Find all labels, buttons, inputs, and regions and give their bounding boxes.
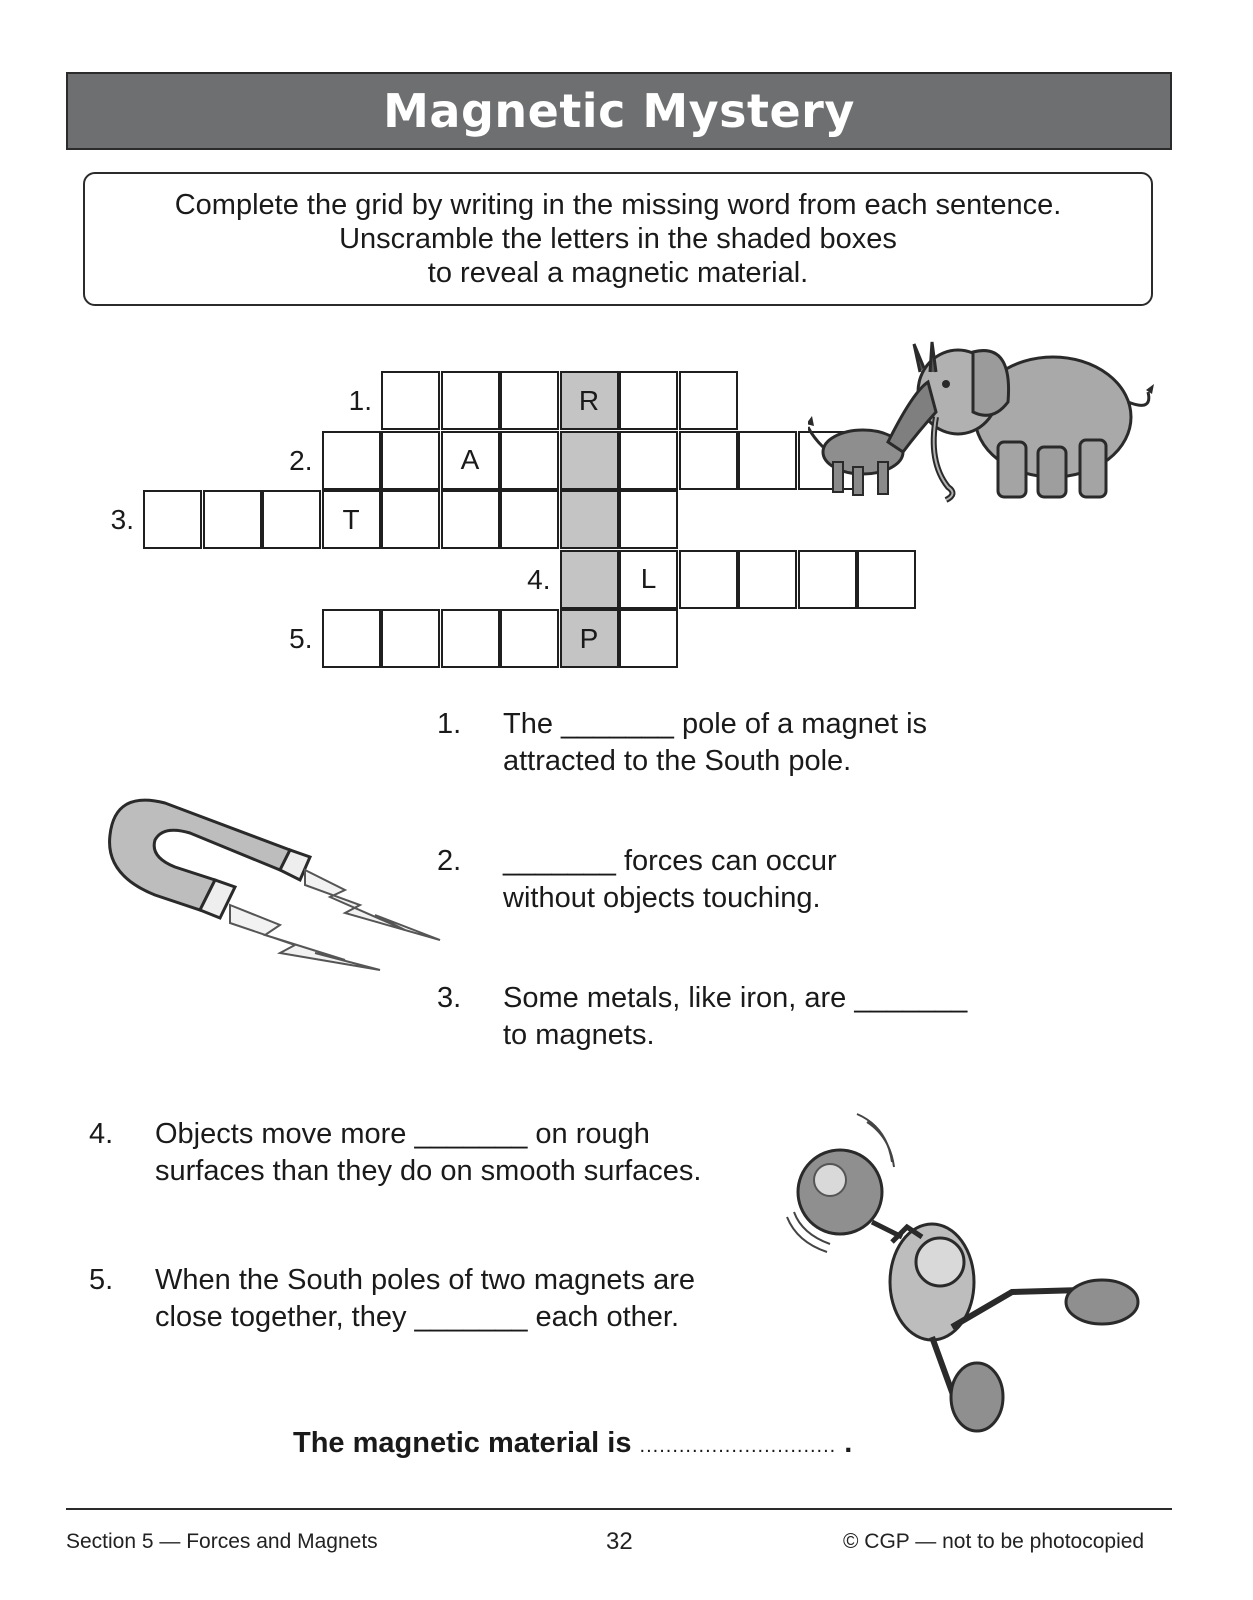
crossword-cell[interactable] bbox=[441, 609, 500, 668]
crossword-cell[interactable] bbox=[381, 490, 440, 549]
crossword-cell[interactable] bbox=[738, 431, 797, 490]
crossword-cell[interactable]: L bbox=[619, 550, 678, 609]
clue-text-line: Some metals, like iron, are _______ bbox=[503, 982, 968, 1014]
crossword-cell[interactable] bbox=[500, 371, 559, 430]
clue-text-line: close together, they _______ each other. bbox=[155, 1301, 680, 1333]
crossword-cell[interactable]: T bbox=[322, 490, 381, 549]
person-with-ball-illustration bbox=[782, 1112, 1162, 1437]
answer-label: The magnetic material is bbox=[293, 1427, 632, 1459]
footer-copyright: © CGP — not to be photocopied bbox=[843, 1530, 1145, 1553]
clue-number: 2. bbox=[437, 845, 462, 877]
clue-text-line: Objects move more _______ on rough bbox=[155, 1118, 650, 1150]
clue-text-line: surfaces than they do on smooth surfaces. bbox=[155, 1155, 702, 1187]
crossword-cell[interactable] bbox=[500, 431, 559, 490]
clue-text-line: When the South poles of two magnets are bbox=[155, 1264, 696, 1296]
clue-number: 1. bbox=[437, 708, 462, 740]
crossword-cell[interactable] bbox=[619, 609, 678, 668]
answer-line bbox=[293, 1427, 852, 1460]
crossword-cell[interactable] bbox=[500, 490, 559, 549]
crossword-cell[interactable] bbox=[619, 431, 678, 490]
instruction-line: Complete the grid by writing in the missing word from each sentence. bbox=[174, 189, 1062, 221]
clue-text-line: _______ forces can occur bbox=[503, 845, 837, 877]
crossword-row-number: 1. bbox=[348, 385, 372, 416]
clue-number: 4. bbox=[89, 1118, 114, 1150]
crossword-cell[interactable] bbox=[203, 490, 262, 549]
crossword-cell[interactable]: A bbox=[441, 431, 500, 490]
clue-text-line: without objects touching. bbox=[503, 882, 821, 914]
answer-end: . bbox=[844, 1427, 853, 1459]
clue-number: 3. bbox=[437, 982, 462, 1014]
crossword-row-number: 3. bbox=[110, 504, 134, 535]
crossword-cell[interactable] bbox=[322, 609, 381, 668]
crossword-cell[interactable] bbox=[262, 490, 321, 549]
crossword-cell[interactable] bbox=[441, 371, 500, 430]
instructions-box bbox=[83, 172, 1153, 306]
answer-blank[interactable]: .............................. bbox=[639, 1435, 837, 1457]
title-bar bbox=[66, 72, 1172, 150]
crossword-cell[interactable] bbox=[798, 550, 857, 609]
crossword-cell[interactable] bbox=[857, 550, 916, 609]
clue-number: 5. bbox=[89, 1264, 114, 1296]
crossword-row-number: 2. bbox=[289, 444, 313, 476]
crossword-cell-shaded[interactable] bbox=[560, 550, 619, 609]
crossword-cell[interactable] bbox=[679, 371, 738, 430]
crossword-row-number: 5. bbox=[289, 623, 313, 654]
crossword-cell[interactable] bbox=[500, 609, 559, 668]
crossword-cell-shaded[interactable] bbox=[560, 431, 619, 490]
crossword-cell[interactable] bbox=[619, 371, 678, 430]
crossword-cell-shaded[interactable] bbox=[560, 490, 619, 549]
clue-text-line: attracted to the South pole. bbox=[503, 745, 852, 777]
crossword-cell[interactable] bbox=[441, 490, 500, 549]
footer-section: Section 5 — Forces and Magnets bbox=[66, 1530, 378, 1553]
clue-text-line: The _______ pole of a magnet is bbox=[503, 708, 928, 740]
page-title: Magnetic Mystery bbox=[383, 84, 855, 138]
crossword-cell-shaded[interactable]: R bbox=[560, 371, 619, 430]
footer-rule bbox=[66, 1508, 1172, 1510]
crossword-cell[interactable] bbox=[381, 371, 440, 430]
crossword-cell[interactable] bbox=[381, 431, 440, 490]
crossword-cell[interactable] bbox=[381, 609, 440, 668]
crossword-cell[interactable] bbox=[738, 550, 797, 609]
crossword-cell-shaded[interactable]: P bbox=[560, 609, 619, 668]
crossword-cell[interactable] bbox=[143, 490, 202, 549]
crossword-row-number: 4. bbox=[527, 563, 551, 595]
crossword-cell[interactable] bbox=[679, 431, 738, 490]
horseshoe-magnet-illustration bbox=[105, 795, 450, 980]
crossword-cell[interactable] bbox=[619, 490, 678, 549]
clue-text-line: to magnets. bbox=[503, 1019, 655, 1051]
instruction-line: Unscramble the letters in the shaded boxes bbox=[339, 223, 897, 255]
page-number: 32 bbox=[606, 1528, 633, 1555]
donkey-elephant-illustration bbox=[808, 322, 1168, 522]
crossword-cell[interactable] bbox=[679, 550, 738, 609]
crossword-cell[interactable] bbox=[322, 431, 381, 490]
instruction-line: to reveal a magnetic material. bbox=[427, 257, 809, 289]
